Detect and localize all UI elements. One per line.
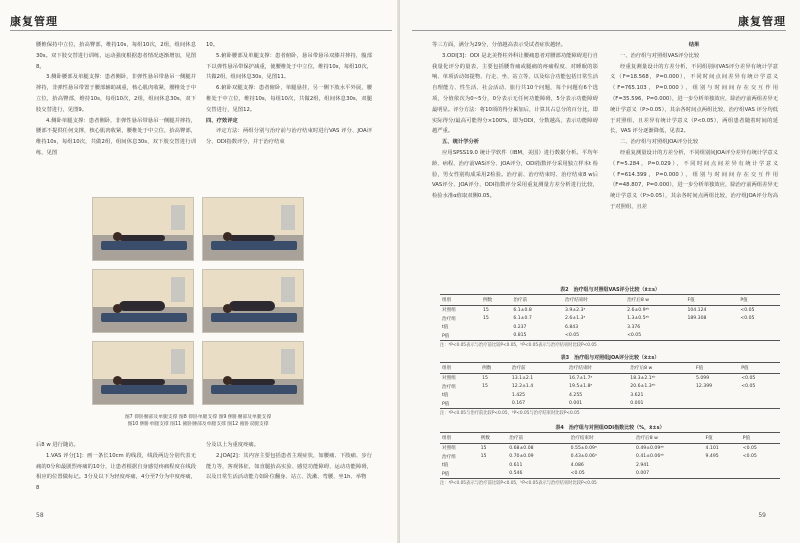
table-cell: <0.05 (741, 375, 756, 381)
table-cell: 9.495 (705, 454, 719, 460)
table-cell: 1.3±0.5ᵃᵇ (627, 316, 650, 322)
table-cell: 12.399 (695, 384, 713, 390)
table-cell: 0.70±0.09 (509, 454, 534, 460)
table-cell (480, 400, 510, 409)
table-header-cell: P值 (739, 363, 780, 374)
body-paragraph: 经重复测量设计的方差分析，不同组别间JOA评分差异有统计学意义（F=5.284，P=0.029），不同时间点间差异有统计学意义（F=614.399，P=0.000），组别与时间间存在交互作用（F=48.807，P=0.000），进一步分析单独效应，除治疗前两组差异无统计学意义（P>0.05），其余各时间点两组比较，治疗组JOA评分均高于对照组，且差 (610, 149, 778, 210)
section-heading: 四、疗效评定 (206, 117, 238, 124)
table-cell: 0.49±0.09ᵃᵇ (635, 445, 665, 451)
table-cell: 0.001 (567, 400, 628, 409)
journal-title-right: 康复管理 (738, 15, 786, 28)
table-title: 表2 治疗组与对照组VAS评分比较（x̄±s） (560, 287, 660, 293)
table-cell: 12.2±1.4 (511, 384, 534, 390)
table-header-cell: 治疗前 (511, 295, 563, 306)
table-cell: 0.007 (634, 470, 704, 479)
table-header-cell: 组别 (440, 363, 480, 374)
table-note: 注：ᵃP<0.05表示与治疗前比较P<0.05，ᵇP<0.05表示与治疗结束时比较P<0.05 (440, 481, 597, 486)
table-cell: 治疗组 (442, 316, 456, 322)
table-row (440, 306, 780, 315)
table-cell: 15 (482, 384, 488, 390)
table-cell: 16.7±1.7ᵃ (569, 375, 593, 381)
left-bottom-column-1 (36, 440, 196, 494)
table-cell: t值 (442, 325, 449, 331)
table-cell (704, 461, 741, 470)
table-cell: 3.621 (630, 392, 644, 398)
table-row (440, 453, 780, 462)
table-cell: t值 (442, 393, 449, 399)
table-header-cell: F值 (685, 295, 738, 306)
section-heading: 五、统计学分析 (442, 139, 480, 146)
left-column-2 (206, 40, 372, 148)
table-cell: <0.05 (563, 332, 625, 341)
table-cell: 治疗组 (442, 384, 456, 390)
table-cell: t值 (442, 463, 449, 469)
table-row (440, 315, 780, 324)
body-paragraph: 分及以上为重度疼痛。 (206, 442, 259, 448)
table-header-cell: 治疗后8 w (625, 295, 685, 306)
table-header-cell: 治疗前 (507, 433, 568, 444)
table-cell: 104.124 (687, 307, 707, 313)
table-cell: <0.05 (742, 454, 757, 460)
body-paragraph: 1.VAS 评分[1]：画一条长10cm 的线段，线段两边分别代表无痛的0分和最剧烈疼痛的10分，让患者根据自身感觉疼痛程度在线段相应的位置做标记。3分及以下为轻度疼痛，4分至7分为中度疼痛，8 (36, 452, 196, 492)
body-paragraph: 10。 (206, 42, 219, 48)
table-cell: <0.05 (740, 316, 755, 322)
body-paragraph: 3.侧卧腰部及单腿支撑：患者侧卧，非弹性悬吊带悬吊一侧腿并摔持，非弹性悬吊带置于腰部辅助减重，核心肌肉收紧，腰椎处于中立位，抬高臀部，维持10s，每组10次，2组，组间休息30s，双下肢交替进行，见图9。 (36, 74, 196, 113)
table-row (440, 400, 780, 409)
table-cell: <0.05 (740, 307, 755, 313)
journal-title-left: 康复管理 (10, 15, 58, 28)
table-cell: 15 (482, 375, 488, 381)
table-cell: P值 (440, 400, 480, 409)
table-cell: <0.05 (625, 332, 685, 341)
table-cell (738, 332, 780, 341)
table-cell: 对照组 (442, 376, 456, 382)
table-cell: 19.5±1.8ᵃ (569, 384, 593, 390)
table-cell: 3.9±2.3ᵃ (565, 307, 586, 313)
table-cell: 0.815 (511, 332, 563, 341)
table-cell: 6.843 (565, 324, 579, 330)
body-paragraph: 3.ODI[3]：ODI 是北美脊柱外科让腰痛患者对腰部功能障碍进行自我量化评分的量表，主要包括腰背痛或腿痛的疼痛程度、对睡眠的影响、单项活动如提物、行走、坐、站立等，以及综合功能包括日常生活自理能力、性生活、社会活动、旅行共10个问题，每个问题有6个选项，分值依次为0~5分，0分表示无任何功能障碍，5分表示功能障碍最明显。评分方法：将10项的得分累加后，计算其占总分的百分比，即实际得分/最高可能得分×100%，即为ODI，分数越高，表示功能障碍越严重。 (432, 52, 598, 135)
table-cell: 4.255 (569, 392, 583, 398)
table-cell: 0.68±0.08 (509, 445, 534, 451)
table-cell (481, 332, 511, 341)
table-header-cell: 例数 (481, 295, 511, 306)
table-header-cell: 治疗后8 w (628, 363, 694, 374)
table-cell: 18.3±2.1ᵃᵇ (630, 375, 656, 381)
body-paragraph: 腰椎保持中立位，抬高臀部，维持10s，每组10次，2组，组间休息30s。双下肢交替进行训练，运动强度根据患者情况逐渐增加，见图8。 (36, 42, 196, 70)
photo-figure-7 (92, 197, 194, 261)
table-cell: 6.1±0.8 (513, 307, 532, 313)
table-cell (741, 470, 780, 479)
body-paragraph: 应用SPSS19.0 统计学软件（IBM，美国）进行数据分析。平均年龄、病程、治疗前VAS评分、JOA评分，ODI指数评分采用独立样本t 检验，男女性别构成采用2检验。治疗前、治疗结束时、治疗结束8 w后VAS评分、JOA评分、ODI指数评分采用重复测量方差分析进行比较，检验水准α值取双侧0.05。 (432, 149, 598, 200)
table-header-cell: 治疗结束时 (567, 363, 628, 374)
table-row (440, 374, 780, 383)
table-row (440, 383, 780, 392)
exercise-photo-grid (92, 197, 304, 411)
stats-table (440, 294, 780, 341)
table-cell (694, 400, 739, 409)
table-cell: 2.6±1.3ᵃ (565, 316, 586, 322)
table-cell: 1.425 (511, 392, 525, 398)
header-rule-right (412, 30, 786, 31)
table-title: 表4 治疗组与对照组ODI指数比较（%，x̄±s） (555, 425, 665, 431)
table-row (440, 332, 780, 341)
table-cell: <0.05 (569, 470, 634, 479)
table-header-cell: F值 (704, 433, 741, 444)
table-cell: 5.099 (695, 375, 710, 381)
table-cell (741, 461, 780, 470)
table-row (440, 391, 780, 400)
figure-caption (92, 414, 304, 428)
table-cell: 对照组 (442, 308, 456, 314)
body-paragraph: 经重复测量设计的方差分析，不同组别间VAS评分差异有统计学意义（F=18.568，P=0.000），不同时间点间差异有统计学意义（F=765.103，P=0.000），组别与时间间存在交互作用（F=35.596，P=0.000），进一步分析单独效应，除治疗前两组差异无统计学意义（P>0.05），其余各时间点两组比较，治疗组VAS 评分均低于对照组，且差异有统计学意义（P<0.05），两组患者随着时间的延长，VAS 评分逐渐降低，见表2。 (610, 63, 778, 135)
table-cell (694, 391, 739, 400)
table-cell: P值 (440, 332, 481, 341)
table-cell: 治疗组 (442, 454, 456, 460)
table-header-cell: 治疗结束时 (569, 433, 634, 444)
body-paragraph: 一、治疗组与对照组VAS评分比较 (620, 52, 700, 59)
table-cell: 189.308 (687, 316, 707, 322)
table-header-cell: 组别 (440, 433, 479, 444)
table-header-cell: 例数 (479, 433, 508, 444)
body-paragraph: 5.俯卧腰部及单腿支撑：患者俯卧，悬吊带悬吊双膝并摔持，腹部下以弹性悬吊带保护减重，使腰椎处于中立位，维持10s，每组10次，共做2组，组间休息30s，见图11。 (206, 52, 372, 81)
stats-table (440, 362, 780, 409)
table-cell (738, 323, 780, 332)
table-row (440, 461, 780, 470)
right-page (400, 0, 800, 543)
table-row (440, 444, 780, 453)
table-cell (739, 391, 780, 400)
table-header-cell: 治疗前 (510, 363, 567, 374)
table-cell: <0.05 (742, 445, 757, 451)
table-note: 注：ᵃP<0.05表示与治疗前比较P<0.05，ᵇP<0.05表示与治疗结束时比较P<0.05 (440, 343, 597, 348)
table-row (440, 323, 780, 332)
table-cell: 0.611 (509, 462, 523, 468)
table-cell: <0.05 (741, 384, 756, 390)
body-paragraph: 后8 w 进行随访。 (36, 442, 79, 448)
table-cell: 0.167 (510, 400, 567, 409)
stats-table (440, 432, 780, 479)
table-cell: 对照组 (442, 446, 456, 452)
table-cell (685, 332, 738, 341)
table-cell: P值 (440, 470, 479, 479)
table-cell: 13.1±2.1 (511, 375, 534, 381)
table-header-cell: P值 (741, 433, 780, 444)
table-cell: 20.6±1.3ᵃᵇ (630, 384, 656, 390)
photo-figure-8 (202, 197, 304, 261)
body-paragraph: 2.JOA[2]：其内容主要包括患者主观症状，如腰痛、下肢痛、步行能力等，客观体征，如直腿抬高实验、感觉功能障碍、运动功能障碍，以及日常生活活动能力如卧位翻身、站立、洗漱、弯腰、坐1h、举物 (206, 452, 372, 481)
table-cell (481, 323, 511, 332)
table-cell (479, 470, 508, 479)
table-header-cell: F值 (694, 363, 739, 374)
table-cell (480, 391, 510, 400)
table-header-cell: P值 (738, 295, 780, 306)
table-cell: 3.376 (627, 324, 641, 330)
body-paragraph: 评定方法：两组分别与治疗前与治疗结束时进行VAS 评分、JOA评分、ODI指数评分，并于治疗结束 (206, 128, 372, 146)
table-cell: 2.6±0.9ᵃᵇ (627, 307, 650, 313)
right-column-2 (610, 40, 778, 213)
table-cell: 4.086 (570, 462, 584, 468)
header-rule-left (10, 30, 392, 31)
photo-figure-11 (92, 341, 194, 405)
body-paragraph: 6.俯卧双腿支撑：患者俯卧，单腿悬挂，另一侧下肢水平外展，腰椎处于中立位，维持10s，每组10次，共做2组，组间休息30s，双腿交替进行，见图12。 (206, 85, 372, 113)
page-number-right: 59 (758, 512, 766, 519)
photo-figure-9 (92, 269, 194, 333)
table-cell (685, 323, 738, 332)
body-paragraph: 4.侧卧单腿支撑：患者侧卧，非弹性悬吊带悬吊一侧腿并摔持，腰部不提供任何支撑，核心肌肉收紧，腰椎处于中立位，抬高臀部，维持10s，每组10次，共做2组，组间休息30s，双下肢交替进行训练，见图 (36, 117, 196, 156)
table-cell: 4.101 (705, 445, 719, 451)
table-header-cell: 例数 (480, 363, 510, 374)
table-header-cell: 治疗结束时 (563, 295, 625, 306)
table-cell: 15 (480, 454, 487, 460)
table-cell: 6.1±0.7 (513, 316, 532, 322)
table-cell: 0.41±0.06ᵃᵇ (635, 454, 665, 460)
table-cell (704, 470, 741, 479)
right-column-1 (432, 40, 598, 202)
body-paragraph: 二、治疗组与对照组JOA评分比较 (620, 139, 699, 146)
photo-figure-10 (202, 269, 304, 333)
table-cell (479, 461, 508, 470)
table-cell: 15 (482, 316, 489, 322)
table-cell: 15 (480, 445, 487, 451)
table-cell: 0.546 (507, 470, 568, 479)
table-cell: 0.001 (628, 400, 694, 409)
table-title: 表3 治疗组与对照组JOA评分比较（x̄±s） (560, 355, 660, 361)
page-number-left: 58 (36, 512, 44, 519)
caption-line-2: 图10 侧卧单腿支撑 图11 俯卧腰部及单腿支撑 图12 俯卧双腿支撑 (127, 422, 269, 427)
table-cell: 0.55±0.09ᵃ (570, 445, 597, 451)
table-cell: 0.43±0.06ᵃ (570, 454, 597, 460)
table-cell: 0.237 (513, 324, 527, 330)
table-row (440, 470, 780, 479)
left-bottom-column-2 (206, 440, 372, 483)
table-header-cell: 组别 (440, 295, 481, 306)
table-note: 注：ᵃP<0.05与治疗前比较P<0.05，ᵇP<0.05与治疗结束时比较P<0.05 (440, 411, 580, 416)
section-heading: 结果 (688, 42, 700, 48)
photo-figure-12 (202, 341, 304, 405)
table-cell (739, 400, 780, 409)
caption-line-1: 图7 仰卧腰部及单腿支撑 图8 仰卧单腿支撑 图9 侧卧腰部及单腿支撑 (124, 415, 272, 420)
left-column-1 (36, 40, 196, 159)
table-cell: 15 (482, 307, 489, 313)
body-paragraph: 等三方面，满分为29分，分值越高表示受试者症状越轻。 (432, 42, 566, 48)
table-header-cell: 治疗后8 w (634, 433, 704, 444)
table-cell: 2.941 (635, 462, 650, 468)
